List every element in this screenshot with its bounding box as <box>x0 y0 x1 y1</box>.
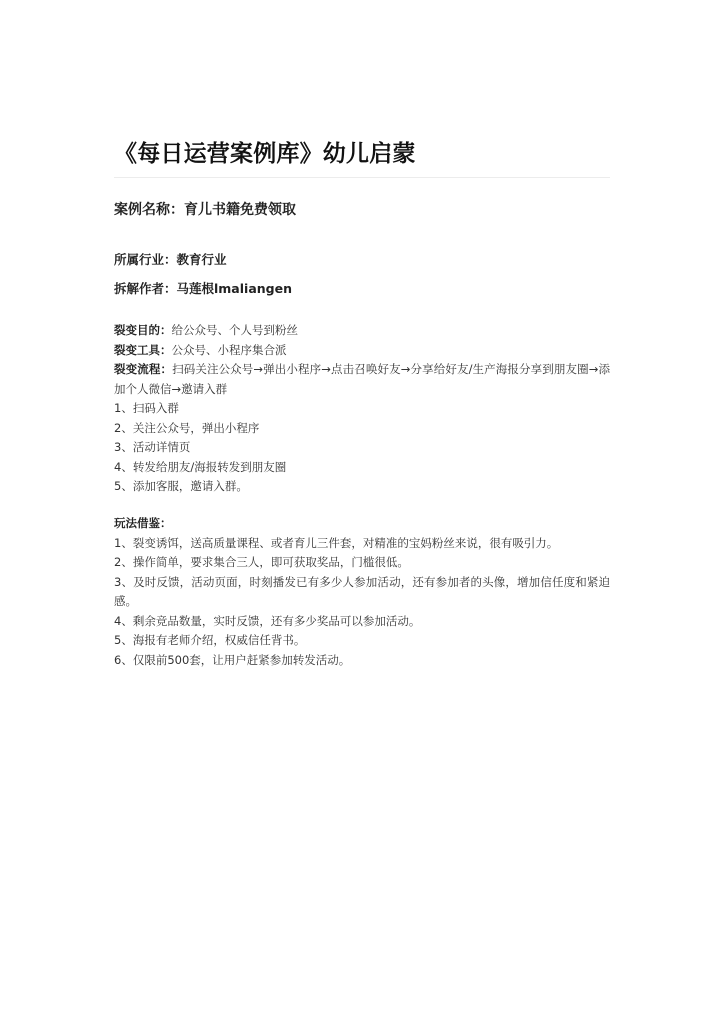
fission-step: 4、转发给朋友/海报转发到朋友圈 <box>114 459 287 474</box>
tips-heading: 玩法借鉴： <box>114 516 172 530</box>
tip-item: 1、裂变诱饵，送高质量课程、或者育儿三件套，对精准的宝妈粉丝来说，很有吸引力。 <box>114 535 559 550</box>
fission-section <box>114 321 610 497</box>
fission-flow <box>114 360 610 399</box>
fission-goal-label: 裂变目的： <box>114 323 172 337</box>
tip-item: 4、剩余竞品数量，实时反馈，还有多少奖品可以参加活动。 <box>114 613 421 628</box>
fission-step: 2、关注公众号，弹出小程序 <box>114 420 260 435</box>
fission-tools <box>114 341 610 361</box>
tip-item: 6、仅限前500套，让用户赶紧参加转发活动。 <box>114 652 351 667</box>
title-divider <box>114 177 610 178</box>
tip-item: 2、操作简单，要求集合三人，即可获取奖品，门槛很低。 <box>114 555 409 569</box>
tip-item: 5、海报有老师介绍，权威信任背书。 <box>114 633 306 647</box>
fission-goal-value: 给公众号、个人号到粉丝 <box>171 323 298 337</box>
fission-step: 1、扫码入群 <box>114 401 179 415</box>
fission-step: 5、添加客服，邀请入群。 <box>114 479 248 493</box>
fission-step: 3、活动详情页 <box>114 440 191 454</box>
fission-goal <box>114 321 610 341</box>
case-name: 案例名称：育儿书籍免费领取 <box>114 202 296 218</box>
tips-section <box>114 514 610 670</box>
fission-tools-label: 裂变工具： <box>114 342 172 357</box>
industry-line: 所属行业：教育行业 <box>114 252 227 267</box>
fission-tools-value: 公众号、小程序集合派 <box>171 342 287 357</box>
author-line: 拆解作者：马莲根lmaliangen <box>114 281 292 296</box>
document-title: 《每日运营案例库》幼儿启蒙 <box>114 141 416 167</box>
tip-item: 3、及时反馈，活动页面，时刻播发已有多少人参加活动，还有参加者的头像，增加信任度和紧迫感。 <box>114 574 610 608</box>
fission-flow-label: 裂变流程： <box>114 362 173 376</box>
fission-flow-value: 扫码关注公众号→弹出小程序→点击召唤好友→分享给好友/生产海报分享到朋友圈→添加个人微信→邀请入群 <box>114 362 610 396</box>
